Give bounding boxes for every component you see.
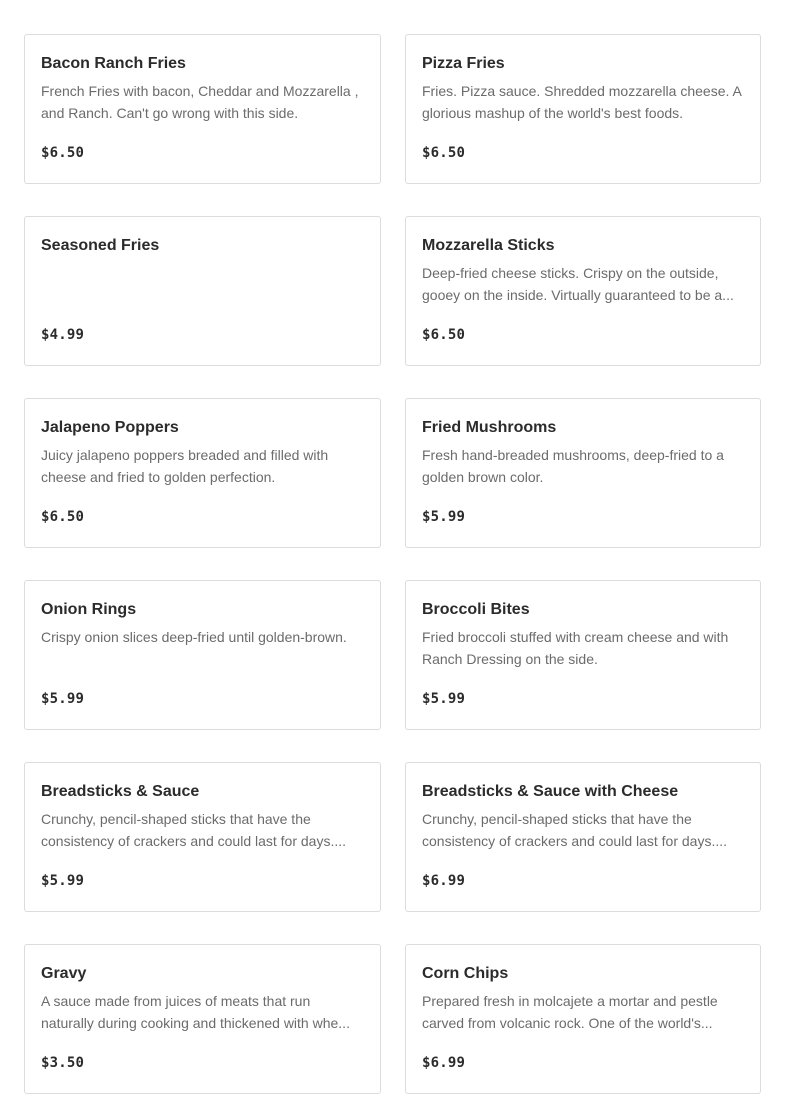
menu-item-card[interactable]: [405, 580, 761, 730]
menu-item-name: Seasoned Fries: [41, 237, 160, 254]
menu-item-price: $6.50: [422, 327, 466, 343]
menu-item-price: $5.99: [422, 509, 466, 525]
menu-item-description: Prepared fresh in molcajete a mortar and pestle carved from volcanic rock. One of the world's...: [422, 993, 718, 1031]
menu-item-card[interactable]: [405, 398, 761, 548]
menu-item-description: Juicy jalapeno poppers breaded and filled with cheese and fried to golden perfection.: [41, 447, 329, 485]
menu-item-description: Fresh hand-breaded mushrooms, deep-fried to a golden brown color.: [422, 447, 724, 485]
menu-item-price: $5.99: [422, 691, 466, 707]
menu-item-name: Mozzarella Sticks: [422, 237, 555, 254]
menu-item-card[interactable]: [405, 944, 761, 1094]
menu-item-card[interactable]: [405, 34, 761, 184]
menu-item-description: Fried broccoli stuffed with cream cheese and with Ranch Dressing on the side.: [422, 629, 729, 667]
menu-item-name: Pizza Fries: [422, 55, 505, 72]
menu-item-name: Fried Mushrooms: [422, 419, 557, 436]
menu-item-description: Crunchy, pencil-shaped sticks that have the consistency of crackers and could last for days....: [41, 811, 347, 849]
menu-item-card[interactable]: [24, 216, 381, 366]
menu-item-price: $4.99: [41, 327, 85, 343]
menu-item-name: Bacon Ranch Fries: [41, 55, 186, 72]
menu-item-description: French Fries with bacon, Cheddar and Mozzarella , and Ranch. Can't go wrong with this side.: [41, 83, 359, 121]
menu-item-card[interactable]: [405, 216, 761, 366]
menu-item-price: $5.99: [41, 873, 85, 889]
menu-item-price: $6.50: [41, 509, 85, 525]
menu-item-description: A sauce made from juices of meats that run naturally during cooking and thickened with whe...: [41, 993, 350, 1031]
menu-item-description: Deep-fried cheese sticks. Crispy on the outside, gooey on the inside. Virtually guaranteed to be a...: [422, 265, 734, 303]
menu-item-name: Gravy: [41, 965, 87, 982]
menu-item-name: Corn Chips: [422, 965, 509, 982]
menu-item-price: $3.50: [41, 1055, 85, 1071]
menu-item-name: Breadsticks & Sauce with Cheese: [422, 783, 679, 800]
menu-item-card[interactable]: [24, 398, 381, 548]
menu-item-card[interactable]: [24, 944, 381, 1094]
menu-item-description: Crispy onion slices deep-fried until golden-brown.: [41, 629, 347, 645]
menu-item-price: $5.99: [41, 691, 85, 707]
menu-item-price: $6.99: [422, 873, 466, 889]
menu-item-card[interactable]: [405, 762, 761, 912]
menu-item-name: Breadsticks & Sauce: [41, 783, 200, 800]
menu-item-price: $6.50: [422, 145, 466, 161]
menu-item-card[interactable]: [24, 34, 381, 184]
menu-item-card[interactable]: [24, 762, 381, 912]
menu-item-name: Jalapeno Poppers: [41, 419, 179, 436]
menu-item-description: Fries. Pizza sauce. Shredded mozzarella cheese. A glorious mashup of the world's best foods.: [422, 83, 742, 121]
menu-item-price: $6.99: [422, 1055, 466, 1071]
menu-item-name: Onion Rings: [41, 601, 137, 618]
menu-item-price: $6.50: [41, 145, 85, 161]
menu-item-card[interactable]: [24, 580, 381, 730]
menu-item-description: Crunchy, pencil-shaped sticks that have the consistency of crackers and could last for days....: [422, 811, 728, 849]
menu-item-name: Broccoli Bites: [422, 601, 530, 618]
menu-items-grid: [24, 34, 761, 1094]
